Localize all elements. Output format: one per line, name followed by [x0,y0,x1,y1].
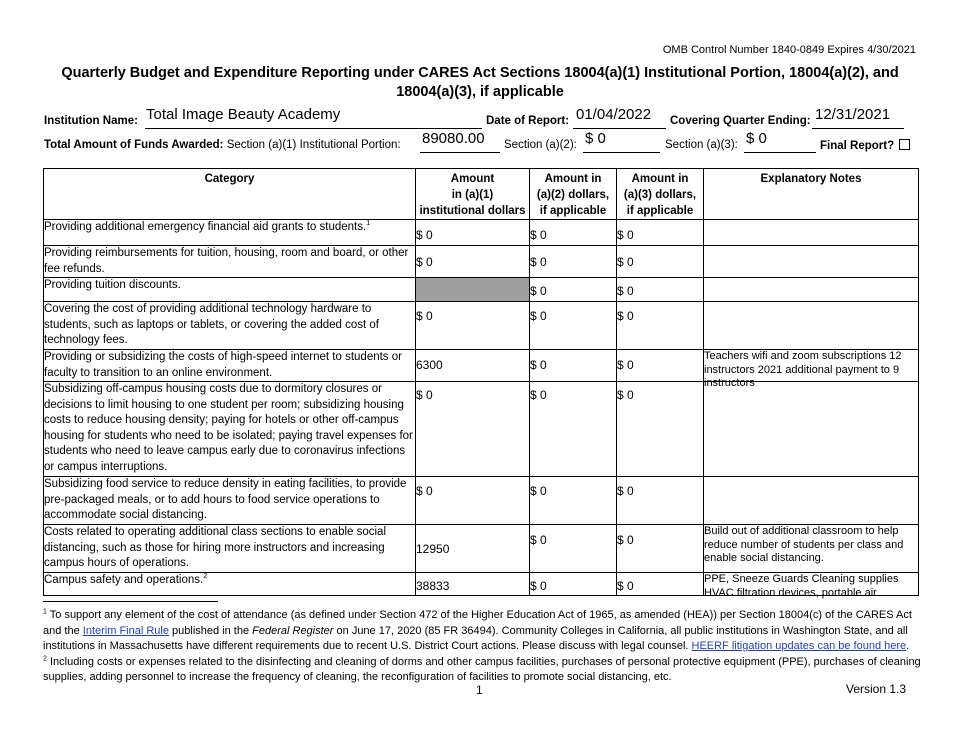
a1-amount-cell-disabled [416,278,530,302]
covering-quarter-label: Covering Quarter Ending: [670,115,811,127]
total-funds-label: Total Amount of Funds Awarded: Section (a)(1) Institutional Portion: [44,139,401,151]
category-cell: Costs related to operating additional class sections to enable social distancing, such as those for hiring more instructors and increasing campus hours of operations. [44,525,416,573]
category-cell: Providing additional emergency financial aid grants to students.$^1$ [44,220,416,246]
section-a1-underline [420,152,500,153]
section-a1-field[interactable]: 89080.00 [422,130,485,147]
a2-amount-cell[interactable]: $ 0 [530,525,617,573]
a3-amount-cell[interactable]: $ 0 [617,350,704,382]
institution-name-field[interactable]: Total Image Beauty Academy [146,106,341,123]
footnote-1: $^1$ To support any element of the cost of attendance (as defined under Section 472 of the Higher Education Act of 1965, as amended (HEA)) per Section 18004(c) of the CARES Act and the Interim Final Rule published in the Federal Register on June 17, 2020 (85 FR 36494). Community Colleges in California, all public institutions in Washington State, and all institutions in Massachusetts have different requirements due to recent U.S. District Court actions. Please discuss with legal counsel. HEERF litigation updates can be found here. [43,608,912,652]
a3-amount-cell[interactable]: $ 0 [617,220,704,246]
a3-amount-cell[interactable]: $ 0 [617,573,704,596]
heerf-litigation-link[interactable]: HEERF litigation updates can be found here [691,640,907,652]
version-label: Version 1.3 [846,682,907,696]
final-report-checkbox[interactable] [899,139,910,150]
table-row [44,350,919,382]
a1-amount-cell[interactable]: $ 0 [416,382,530,477]
header-category: Category [44,169,416,220]
notes-cell[interactable] [704,477,919,525]
a2-amount-cell[interactable]: $ 0 [530,573,617,596]
a3-amount-cell[interactable]: $ 0 [617,302,704,350]
date-of-report-underline [573,128,666,129]
a2-amount-cell[interactable]: $ 0 [530,302,617,350]
covering-quarter-underline [812,128,904,129]
footnote-2: $^2$ Including costs or expenses related to the disinfecting and cleaning of dorms and other campus facilities, purchases of personal protective equipment (PPE), purchases of cleaning supplies, adding personnel to increase the frequency of cleaning, the reconfiguration of facilities to promote social distancing, etc. [43,654,921,683]
a2-amount-cell[interactable]: $ 0 [530,220,617,246]
a3-amount-cell[interactable]: $ 0 [617,278,704,302]
header-a1: Amount in (a)(1) institutional dollars [416,169,530,220]
date-of-report-field[interactable]: 01/04/2022 [576,106,652,123]
section-a3-underline [744,152,816,153]
table-row [44,278,919,302]
footnote-separator [43,601,218,602]
section-a2-underline [583,152,660,153]
category-cell: Campus safety and operations.$^2$ [44,573,416,596]
a1-amount-cell[interactable]: 6300 [416,350,530,382]
notes-cell[interactable]: PPE, Sneeze Guards Cleaning supplies HVAC filtration devices, portable air [704,573,919,596]
section-a2-field[interactable]: $ 0 [585,130,606,147]
a2-amount-cell[interactable]: $ 0 [530,477,617,525]
institution-name-underline [145,128,482,129]
notes-cell[interactable] [704,220,919,246]
header-notes: Explanatory Notes [704,169,919,220]
a1-amount-cell[interactable]: $ 0 [416,302,530,350]
a3-amount-cell[interactable]: $ 0 [617,477,704,525]
a2-amount-cell[interactable]: $ 0 [530,278,617,302]
covering-quarter-field[interactable]: 12/31/2021 [815,106,891,123]
category-cell: Providing or subsidizing the costs of high-speed internet to students or faculty to transition to an online environment. [44,350,416,382]
table-row [44,525,919,573]
table-header-row [44,169,919,220]
footnotes [43,608,923,686]
table-row [44,477,919,525]
a3-amount-cell[interactable]: $ 0 [617,246,704,278]
category-cell: Providing reimbursements for tuition, housing, room and board, or other fee refunds. [44,246,416,278]
a3-amount-cell[interactable]: $ 0 [617,382,704,477]
notes-cell[interactable]: Teachers wifi and zoom subscriptions 12 instructors 2021 additional payment to 9 instructors [704,350,919,382]
category-cell: Subsidizing food service to reduce density in eating facilities, to provide pre-packaged meals, or to add hours to food service operations to accommodate social distancing. [44,477,416,525]
table-row [44,382,919,477]
page-title: Quarterly Budget and Expenditure Reporting under CARES Act Sections 18004(a)(1) Institutional Portion, 18004(a)(2), and 18004(a)(3), if applicable [61,65,899,100]
a1-amount-cell[interactable]: 12950 [416,525,530,573]
header-a2: Amount in (a)(2) dollars, if applicable [530,169,617,220]
expenditure-table [43,168,919,599]
section-a3-field[interactable]: $ 0 [746,130,767,147]
page-number: 1 [476,683,483,697]
notes-cell[interactable] [704,302,919,350]
a1-amount-cell[interactable]: $ 0 [416,477,530,525]
section-a1-label: Section (a)(1) Institutional Portion: [226,139,401,151]
section-a3-label: Section (a)(3): [665,139,738,151]
a1-amount-cell[interactable]: $ 0 [416,246,530,278]
notes-cell[interactable]: Build out of additional classroom to help reduce number of students per class and enable social distancing. [704,525,919,573]
category-cell: Providing tuition discounts. [44,278,416,302]
a2-amount-cell[interactable]: $ 0 [530,382,617,477]
omb-control-number: OMB Control Number 1840-0849 Expires 4/30/2021 [662,44,916,56]
a1-amount-cell[interactable]: 38833 [416,573,530,596]
a2-amount-cell[interactable]: $ 0 [530,246,617,278]
table-row [44,573,919,596]
interim-final-rule-link[interactable]: Interim Final Rule [82,624,169,637]
section-a2-label: Section (a)(2): [504,139,577,151]
table-row [44,220,919,246]
date-of-report-label: Date of Report: [486,115,570,127]
a1-amount-cell[interactable]: $ 0 [416,220,530,246]
table-row [44,246,919,278]
category-cell: Covering the cost of providing additional technology hardware to students, such as laptops or tablets, or covering the added cost of technology fees. [44,302,416,350]
notes-cell[interactable] [704,382,919,477]
notes-cell[interactable] [704,278,919,302]
notes-cell[interactable] [704,246,919,278]
institution-name-label: Institution Name: [44,115,138,127]
header-a3: Amount in (a)(3) dollars, if applicable [617,169,704,220]
a3-amount-cell[interactable]: $ 0 [617,525,704,573]
category-cell: Subsidizing off-campus housing costs due to dormitory closures or decisions to limit housing to one student per room; subsidizing housing costs to reduce housing density; paying for hotels or other off-campus housing for students who need to be isolated; paying travel expenses for students who need to leave campus early due to coronavirus infections or campus interruptions. [44,382,416,477]
final-report-label: Final Report? [820,139,910,152]
table-row [44,302,919,350]
a2-amount-cell[interactable]: $ 0 [530,350,617,382]
